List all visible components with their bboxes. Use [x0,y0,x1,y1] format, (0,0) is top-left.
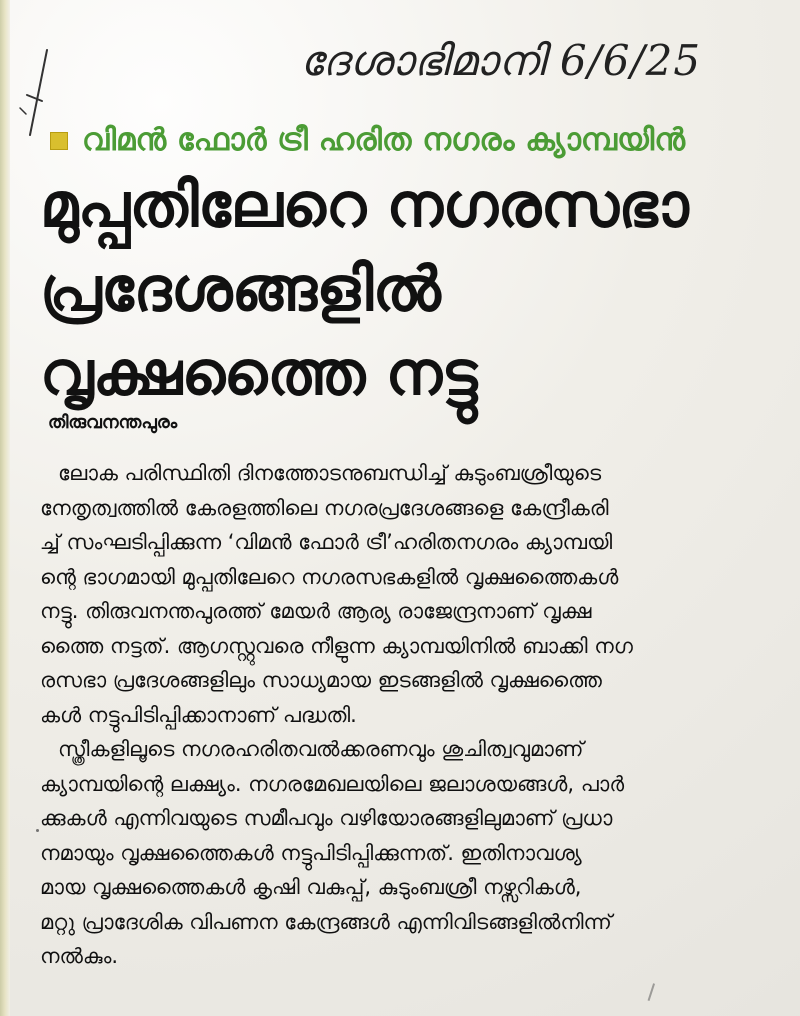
body-line: നമായും വൃക്ഷത്തൈകൾ നട്ടുപിടിപ്പിക്കുന്നത്. ഇതിനാവശ്യ [40,840,582,865]
body-line: രസഭാ പ്രദേശങ്ങളിലും സാധ്യമായ ഇടങ്ങളിൽ വൃക്ഷത്തൈ [40,668,602,692]
body-line: മായ വൃക്ഷത്തൈകൾ കൃഷി വകുപ്പ്, കുടുംബശ്രീ നഴ്സറികൾ, [40,875,582,899]
body-line: ക്യാമ്പയിന്റെ ലക്ഷ്യം. നഗരമേഖലയിലെ ജലാശയങ്ങൾ, പാർ [40,771,625,796]
body-line: ത്തൈ നട്ടത്. ആഗസ്റ്റുവരെ നീളുന്ന ക്യാമ്പയിനിൽ ബാക്കി നഗ [40,633,633,658]
handwritten-note: ദേശാഭിമാനി 6/6/25 [300,36,702,85]
body-line: നേതൃത്വത്തിൽ കേരളത്തിലെ നഗരപ്രദേശങ്ങളെ കേന്ദ്രീകരി [40,495,609,520]
headline [40,164,760,416]
kicker-row [50,116,770,164]
kicker-square-icon [50,132,68,150]
body-line: ന്റെ ഭാഗമായി മുപ്പതിലേറെ നഗരസഭകളിൽ വൃക്ഷത്തൈകൾ [40,564,619,589]
headline-line: പ്രദേശങ്ങളിൽ [40,254,441,325]
body-line: ച്ച് സംഘടിപ്പിക്കുന്ന ‘വിമൻ ഫോർ ട്രീ’ഹരിതനഗരം ക്യാമ്പയി [40,530,613,554]
kicker: വിമൻ ഫോർ ട്രീ ഹരിത നഗരം ക്യാമ്പയിൻ [82,121,686,158]
dateline-place: തിരുവനന്തപുരം [48,412,178,433]
body-line: ലോക പരിസ്ഥിതി ദിനത്തോടനുബന്ധിച്ച് കുടുംബശ്രീയുടെ [58,461,602,485]
body-line: ക്കുകൾ എന്നിവയുടെ സമീപവും വഴിയോരങ്ങളിലുമാണ് പ്രധാ [40,806,613,830]
body-line: നൽകും. [40,944,119,968]
body-line: മറ്റു പ്രാദേശിക വിപണന കേന്ദ്രങ്ങൾ എന്നിവിടങ്ങളിൽനിന്ന് [40,909,612,934]
headline-line: വൃക്ഷത്തൈ നട്ടു [40,338,477,409]
page-edge [0,0,10,1016]
ink-speck [36,829,39,832]
body-line: സ്ത്രീകളിലൂടെ നഗരഹരിതവൽക്കരണവും ശുചിത്വവുമാണ് [58,737,584,761]
body-line: കൾ നട്ടുപിടിപ്പിക്കാനാണ് പദ്ധതി. [40,702,357,727]
headline-line: മുപ്പതിലേറെ നഗരസഭാ [40,170,689,241]
paper-mark [648,983,667,1004]
body-line: നട്ടു. തിരുവനന്തപുരത്ത് മേയർ ആര്യ രാജേന്ദ്രനാണ് വൃക്ഷ [40,599,592,623]
article-body [40,456,770,974]
